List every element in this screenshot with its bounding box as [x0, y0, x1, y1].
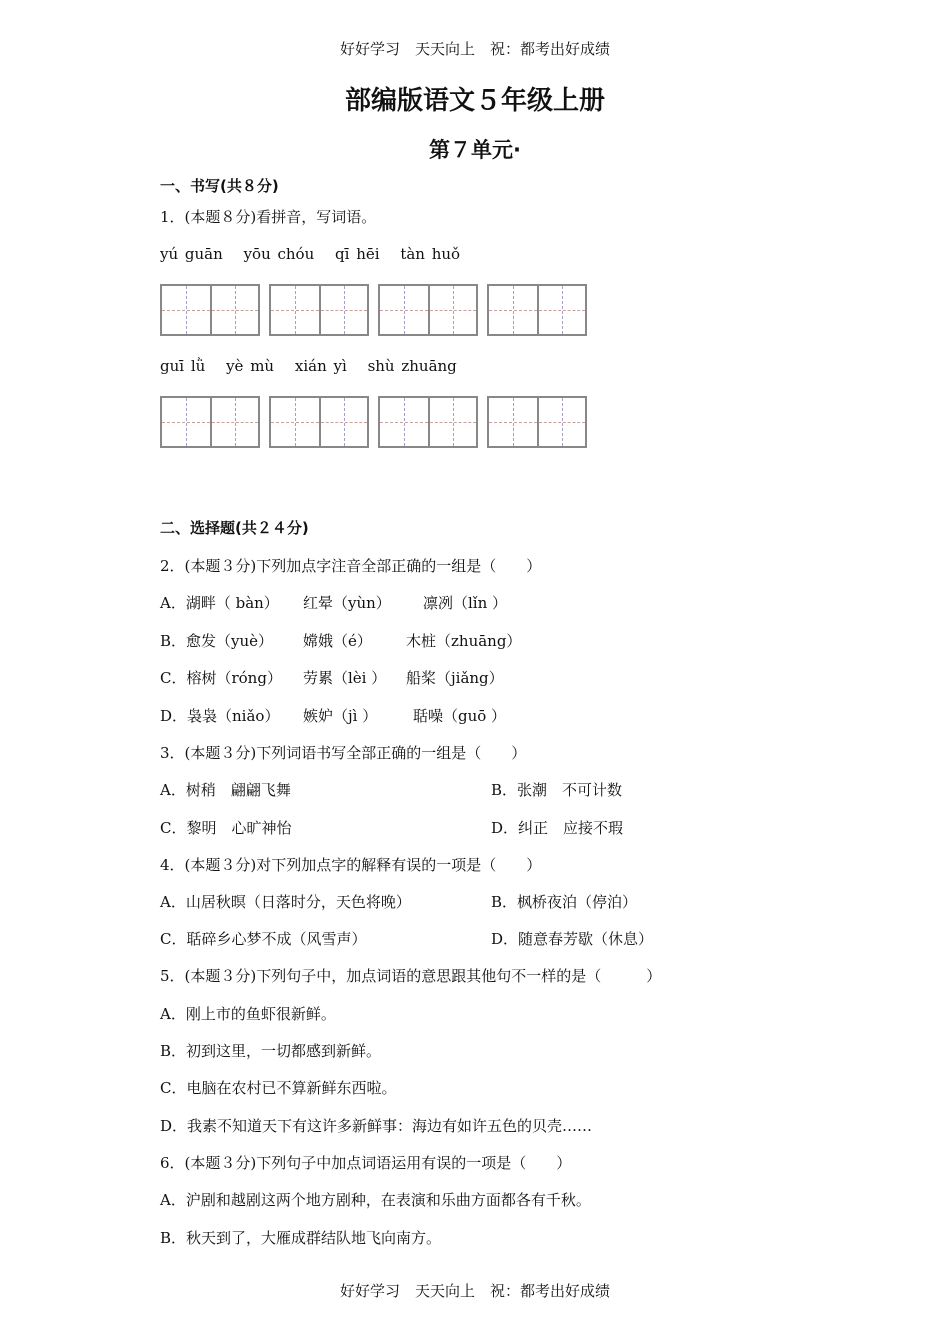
pinyin-row-2	[160, 357, 471, 375]
q2-option-b[interactable]	[160, 630, 521, 651]
writing-box[interactable]	[378, 396, 478, 448]
q5-option-d[interactable]: D．我素不知道天下有这许多新鲜事：海边有如许五色的贝壳……	[160, 1117, 593, 1135]
option-part: B．愈发（yuè）	[160, 632, 274, 650]
pinyin: tàn huǒ	[400, 245, 461, 263]
q6-option-b[interactable]: B．秋天到了，大雁成群结队地飞向南方。	[160, 1229, 442, 1247]
unit-title: 第７单元·	[429, 138, 521, 162]
q4-option-d[interactable]: D．随意春芳歇（休息）	[491, 930, 654, 948]
option-part: A．湖畔（ bàn）	[160, 594, 279, 612]
pinyin: qī hēi	[335, 245, 380, 263]
q3-option-d[interactable]: D．纠正 应接不瑕	[491, 819, 624, 837]
q2-option-d[interactable]	[160, 705, 506, 726]
writing-box-row-1	[160, 284, 587, 336]
section-2-heading: 二、选择题(共２４分)	[160, 519, 309, 537]
q3-option-a[interactable]: A．树稍 翩翩飞舞	[160, 781, 291, 799]
pinyin: yè mù	[226, 357, 275, 375]
question-5-stem: 5．(本题３分)下列句子中，加点词语的意思跟其他句不一样的是（ ）	[160, 967, 662, 985]
writing-box[interactable]	[487, 284, 587, 336]
q3-option-c[interactable]: C．黎明 心旷神怡	[160, 819, 292, 837]
question-1-stem: 1．(本题８分)看拼音，写词语。	[160, 208, 377, 226]
option-part: C．榕树（róng）	[160, 669, 282, 687]
q4-option-b[interactable]: B．枫桥夜泊（停泊）	[491, 893, 638, 911]
q2-option-a[interactable]	[160, 592, 507, 613]
writing-box[interactable]	[269, 284, 369, 336]
q3-option-b[interactable]: B．张潮 不可计数	[491, 781, 623, 799]
writing-box[interactable]	[378, 284, 478, 336]
pinyin-row-1	[160, 245, 474, 263]
q4-option-a[interactable]: A．山居秋暝（日落时分，天色将晚）	[160, 893, 411, 911]
q4-option-c[interactable]: C．聒碎乡心梦不成（风雪声）	[160, 930, 367, 948]
question-2-stem: 2．(本题３分)下列加点字注音全部正确的一组是（ ）	[160, 557, 542, 575]
option-part: 船桨（jiǎng）	[406, 669, 504, 687]
writing-box[interactable]	[487, 396, 587, 448]
option-part: 嫉妒（jì ）	[303, 707, 378, 725]
q5-option-c[interactable]: C．电脑在农村已不算新鲜东西啦。	[160, 1079, 397, 1097]
writing-box-row-2	[160, 396, 587, 448]
option-part: 凛冽（lǐn ）	[423, 594, 508, 612]
pinyin: shù zhuāng	[367, 357, 457, 375]
pinyin: yú guān	[160, 245, 223, 263]
page-footer: 好好学习 天天向上 祝：都考出好成绩	[339, 1282, 610, 1300]
q6-option-a[interactable]: A．沪剧和越剧这两个地方剧种，在表演和乐曲方面都各有千秋。	[160, 1191, 591, 1209]
question-6-stem: 6．(本题３分)下列句子中加点词语运用有误的一项是（ ）	[160, 1154, 572, 1172]
pinyin: guī lǜ	[160, 357, 206, 375]
option-part: 木桩（zhuāng）	[406, 632, 522, 650]
q5-option-a[interactable]: A．刚上市的鱼虾很新鲜。	[160, 1005, 336, 1023]
q2-option-c[interactable]	[160, 667, 504, 688]
option-part: 聒噪（guō ）	[413, 707, 507, 725]
writing-box[interactable]	[160, 284, 260, 336]
option-part: D．袅袅（niǎo）	[160, 707, 280, 725]
option-part: 嫦娥（é）	[303, 632, 372, 650]
section-1-heading: 一、书写(共８分)	[160, 177, 279, 195]
pinyin: yōu chóu	[243, 245, 315, 263]
q5-option-b[interactable]: B．初到这里，一切都感到新鲜。	[160, 1042, 382, 1060]
option-part: 劳累（lèi ）	[303, 669, 387, 687]
writing-box[interactable]	[269, 396, 369, 448]
pinyin: xián yì	[294, 357, 347, 375]
question-4-stem: 4．(本题３分)对下列加点字的解释有误的一项是（ ）	[160, 856, 542, 874]
question-3-stem: 3．(本题３分)下列词语书写全部正确的一组是（ ）	[160, 744, 527, 762]
writing-box[interactable]	[160, 396, 260, 448]
option-part: 红晕（yùn）	[303, 594, 391, 612]
page-header: 好好学习 天天向上 祝：都考出好成绩	[339, 40, 610, 58]
page-title: 部编版语文５年级上册	[344, 86, 605, 116]
